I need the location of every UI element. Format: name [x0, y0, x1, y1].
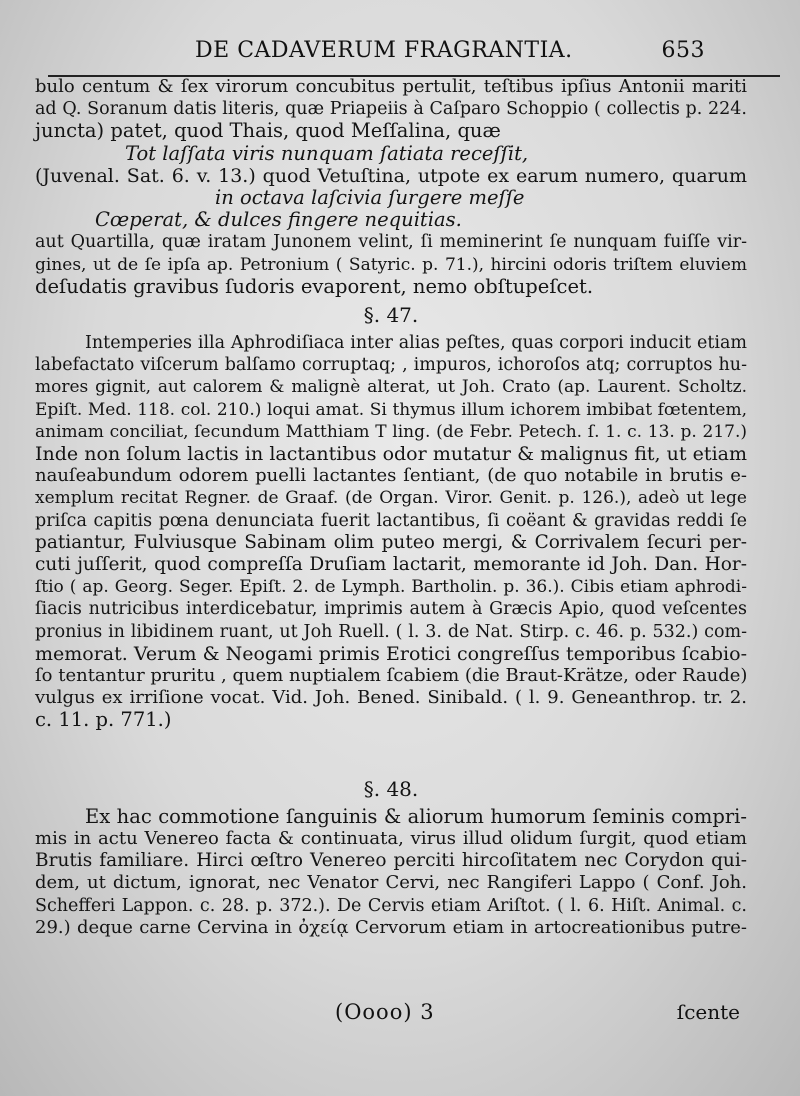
section-heading-47: §. 47. — [363, 303, 419, 328]
text-line: juncta) patet, quod Thais, quod Meſſalina, quæ — [35, 119, 501, 143]
text-line: Intemperies illa Aphrodiſiaca inter alias peſtes, quas corpori inducit etiam — [85, 333, 747, 354]
page-number: 653 — [661, 38, 705, 63]
text-line: cuti juſſerit, quod compreſſa Druſiam lactarit, memorante id Joh. Dan. Hor- — [35, 554, 747, 576]
text-line: priſca capitis pœna denunciata fuerit lactantibus, ſi coëant & gravidas reddi ſe — [35, 510, 747, 531]
text-line: Ex hac commotione ſanguinis & aliorum humorum ſeminis compri- — [85, 804, 747, 828]
text-line: xemplum recitat Regner. de Graaf. (de Organ. Viror. Genit. p. 126.), adeò ut lege — [35, 488, 747, 509]
verse-line: in octava laſcivia ſurgere meſſe — [215, 186, 525, 210]
text-line: memorat. Verum & Neogami primis Erotici congreſſus temporibus ſcabio- — [35, 642, 747, 665]
text-line: pronius in libidinem ruant, ut Joh Ruell. ( l. 3. de Nat. Stirp. c. 46. p. 532.) com- — [35, 621, 747, 642]
catchword: ſcente — [676, 1000, 740, 1024]
text-line: Epiſt. Med. 118. col. 210.) loqui amat. Si thymus illum ichorem imbibat fœtentem, — [35, 399, 747, 420]
text-line: gines, ut de ſe ipſa ap. Petronium ( Satyric. p. 71.), hircini odoris triſtem eluviem — [35, 254, 747, 275]
text-line: bulo centum & ſex virorum concubitus pertulit, teſtibus ipſius Antonii mariti — [35, 76, 747, 97]
text-line: Schefferi Lappon. c. 28. p. 372.). De Cervis etiam Ariſtot. ( l. 6. Hiſt. Animal. c. — [35, 895, 747, 916]
signature-mark: (Oooo) 3 — [335, 1000, 435, 1024]
text-line: animam conciliat, ſecundum Matthiam T ling. (de Febr. Petech. ſ. 1. c. 13. p. 217.) — [35, 421, 747, 442]
text-line: (Juvenal. Sat. 6. v. 13.) quod Vetuſtina, utpote ex earum numero, quarum — [35, 164, 747, 187]
text-line: deſudatis gravibus ſudoris evaporent, nemo obſtupeſcet. — [35, 274, 594, 298]
text-line: ſiacis nutricibus interdicebatur, imprimis autem à Græcis Apio, quod veſcentes — [35, 599, 747, 620]
text-line: mis in actu Venereo facta & continuata, virus illud olidum ſurgit, quod etiam — [35, 827, 747, 849]
running-header — [195, 38, 705, 63]
text-line: c. 11. p. 771.) — [35, 708, 172, 732]
text-line: 29.) deque carne Cervina in ὀχείᾳ Cervorum etiam in artocreationibus putre- — [35, 916, 747, 938]
text-line: labefactato viſcerum balſamo corruptaq; , impuros, ichoroſos atq; corruptos hu- — [35, 355, 747, 376]
section-heading-48: §. 48. — [363, 776, 419, 801]
text-line: ad Q. Soranum datis literis, quæ Priapeiis à Caſparo Schoppio ( collectis p. 224. — [35, 99, 747, 120]
text-line: ſo tentantur pruritu , quem nuptialem ſcabiem (die Braut-Krätze, oder Raude) — [35, 665, 748, 687]
verse-line: Tot laſſata viris nunquam ſatiata receſſit, — [125, 141, 529, 165]
text-line: nauſeabundum odorem puelli lactantes ſentiant, (de quo notabile in brutis e- — [35, 465, 747, 487]
verse-line: Cœperat, & dulces fingere nequitias. — [95, 208, 462, 232]
text-line: Inde non ſolum lactis in lactantibus odor mutatur & malignus fit, ut etiam — [35, 443, 747, 466]
text-line: mores gignit, aut calorem & malignè alterat, ut Joh. Crato (ap. Laurent. Scholtz. — [35, 377, 747, 398]
text-line: vulgus ex irriſione vocat. Vid. Joh. Bened. Sinibald. ( l. 9. Geneanthrop. tr. 2. — [35, 687, 747, 709]
text-line: aut Quartilla, quæ iratam Junonem velint, ſi meminerint ſe nunquam fuiſſe vir- — [35, 232, 747, 253]
text-line: ſtio ( ap. Georg. Seger. Epiſt. 2. de Lymph. Bartholin. p. 36.). Cibis etiam aphrodi- — [35, 577, 747, 598]
main-text — [35, 76, 747, 939]
text-line: Brutis familiare. Hirci œſtro Venereo perciti hircoſitatem nec Corydon qui- — [35, 850, 747, 872]
text-line: dem, ut dictum, ignorat, nec Venator Cervi, nec Rangiferi Lappo ( Conf. Joh. — [35, 872, 747, 894]
text-line: patiantur, Fulviusque Sabinam olim puteo mergi, & Corrivalem ſecuri per- — [35, 531, 747, 553]
header-title: DE CADAVERUM FRAGRANTIA. — [195, 38, 573, 63]
